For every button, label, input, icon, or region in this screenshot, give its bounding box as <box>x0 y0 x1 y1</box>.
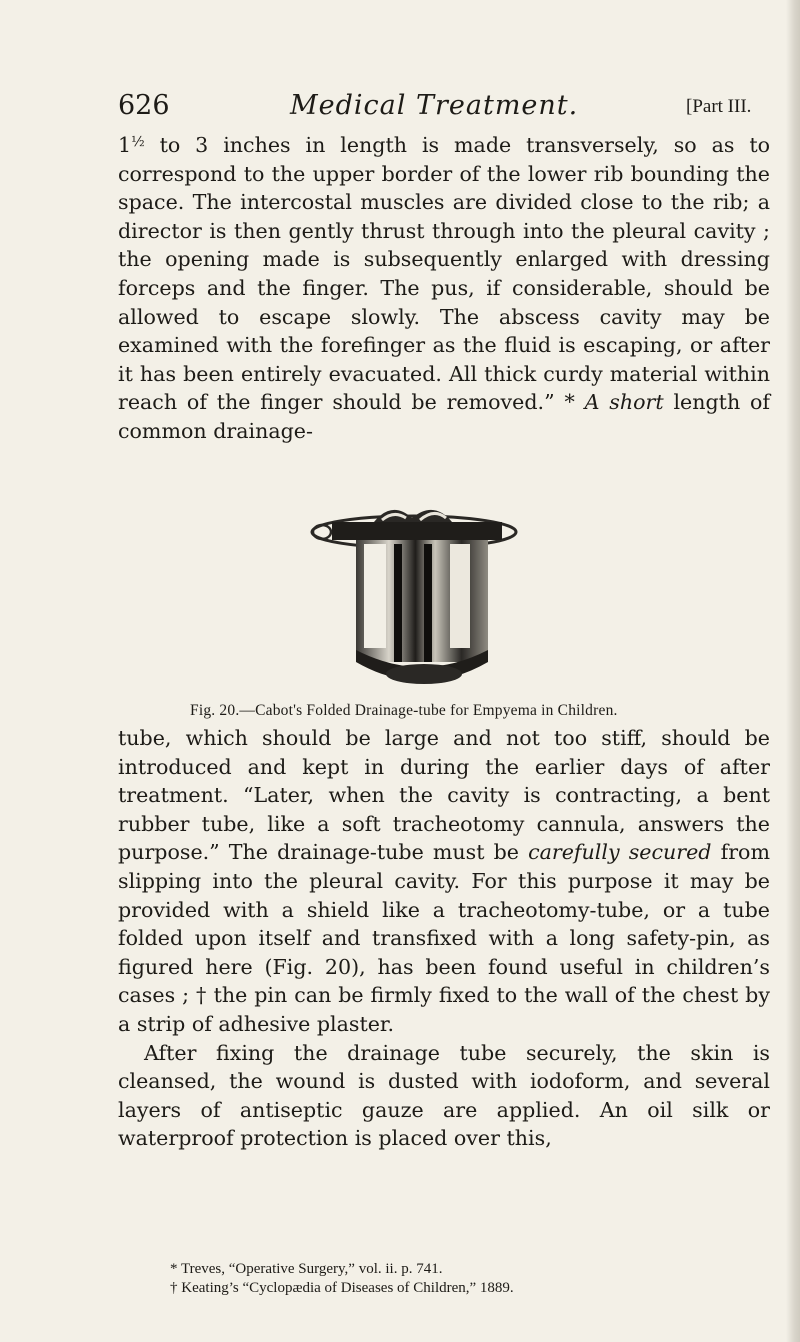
fraction: $1^{\frac{1}{2}}$ <box>118 133 145 157</box>
page-edge <box>786 0 800 1342</box>
part-label: [Part III. <box>686 96 752 117</box>
paragraph-bottom-1: tube, which should be large and not too stiff, should be introduced and kept in during the earlier days of after treatment. “Later, when the cavity is contracting, a bent rubber tube, like a soft tracheotomy cannula, answers the purpose.” The drainage-tube must be carefully secured from slipping into the pleural cavity. For this purpose it may be provided with a shield like a tracheotomy-tube, or a tube folded upon itself and transfixed with a long safety-pin, as figured here (Fig. 20), has been found useful in children’s cases ; † the pin can be firmly fixed to the wall of the chest by a strip of adhesive plaster. <box>118 726 770 1036</box>
paragraph-bottom <box>118 724 770 1153</box>
figure-caption: Fig. 20.—Cabot's Folded Drainage-tube for Empyema in Children. <box>190 702 618 719</box>
drainage-tube-figure <box>300 498 530 698</box>
footnote-1: * Treves, “Operative Surgery,” vol. ii. p. 741. <box>170 1261 443 1277</box>
paragraph-top: $1^{\frac{1}{2}}$ to 3 inches in length is made transversely, so as to correspond to the upper border of the lower rib bounding the space. The intercostal muscles are divided close to the rib; a director is then gently thrust through into the pleural cavity ; the opening made is subsequently enlarged with dressing forceps and the finger. The pus, if considerable, should be allowed to escape slowly. The abscess cavity may be examined with the forefinger as the fluid is escaping, or after it has been entirely evacuated. All thick curdy material within reach of the finger should be removed.” * A short length of common drainage- <box>118 133 771 443</box>
running-title: Medical Treatment. <box>290 90 579 121</box>
paragraph-bottom-2: After fixing the drainage tube securely, the skin is cleansed, the wound is dusted with iodoform, and several layers of antiseptic gauze are applied. An oil silk or waterproof protection is placed over this, <box>118 1040 770 1151</box>
running-header <box>118 90 768 124</box>
page-number: 626 <box>118 90 170 121</box>
footnotes <box>170 1260 770 1298</box>
footnote-2: † Keating’s “Cyclopædia of Diseases of Children,” 1889. <box>170 1280 514 1296</box>
